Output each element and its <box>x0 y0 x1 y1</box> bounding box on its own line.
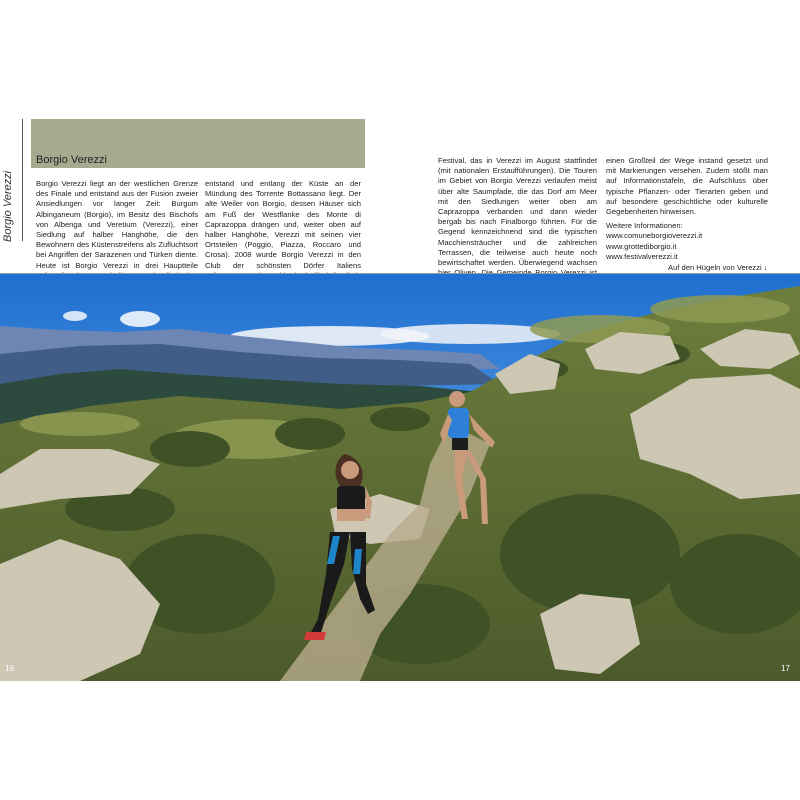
landscape-photo <box>0 274 800 681</box>
link-comune[interactable]: www.comuneborgioverezzi.it <box>606 231 703 241</box>
text-column-3 <box>438 156 597 289</box>
paragraph: entstand und entlang der Küste an der Mündung des Torrente Bottassano liegt. Der alte Weiler von Borgio, dessen Häuser sich am Fuß der Westflanke des Monte di Caprazoppa drängen und, weiter oben auf halber Hanghöhe, Verezzi mit seinen vier Ortsteilen (Poggio, Piazza, Roccaro und Crosa). 2008 wurde Borgio Verezzi in den Club der schönsten Dörfer Italiens <box>205 179 361 270</box>
more-info-title: Weitere Informationen: <box>606 221 683 231</box>
photo-caption: Auf den Hügeln von Verezzi ↓ <box>668 263 768 272</box>
page-number-left: 16 <box>5 664 14 673</box>
page-number-right: 17 <box>781 664 790 673</box>
paragraph: Borgio Verezzi liegt an der westlichen Grenze des Finale und entstand aus der Fusion zweier Ansiedlungen vor langer Zeit: Burgum Albinganeum (Borgio), im Besitz des Bischofs von Albenga und Veretium (Verezzi), einer Siedlung auf halber Hanghöhe, die den Bewohnern des Küstenstreifens als Zufluchtsort bei Angriffen der Sarazenen und Türken diente. Heute ist Borgio Verezzi in drei Hauptteile <box>36 179 198 270</box>
link-grotte[interactable]: www.grottediborgio.it <box>606 241 677 251</box>
paragraph: Festival, das in Verezzi im August stattfindet (mit nationalen Erstaufführungen). Die Touren im Gebiet von Borgio Verezzi verlaufen meist über alte Saumpfade, die das Dorf am Meer mit den Siedlungen weiter oben am Caprazoppa verbanden und dann wieder bergab bis nach Finalborgo führten. Für die Gegend kennzeichnend sind die typischen Macchiensträucher und die zahlreichen Terrassen, die teilweise auch heute noch bewirtschaftet werden. Überwiegend wachsen <box>438 156 597 268</box>
link-festival[interactable]: www.festivalverezzi.it <box>606 251 678 261</box>
paragraph: einen Großteil der Wege instand gesetzt und mit Markierungen versehen. Zudem stößt man auf Informationstafeln, die Aufschluss über typische Pflanzen- oder Tierarten geben und auf besondere geschichtliche oder kulturelle Gegebenheiten hinweisen. <box>606 156 768 217</box>
text-column-4 <box>606 156 768 262</box>
section-title: Borgio Verezzi <box>36 154 107 166</box>
